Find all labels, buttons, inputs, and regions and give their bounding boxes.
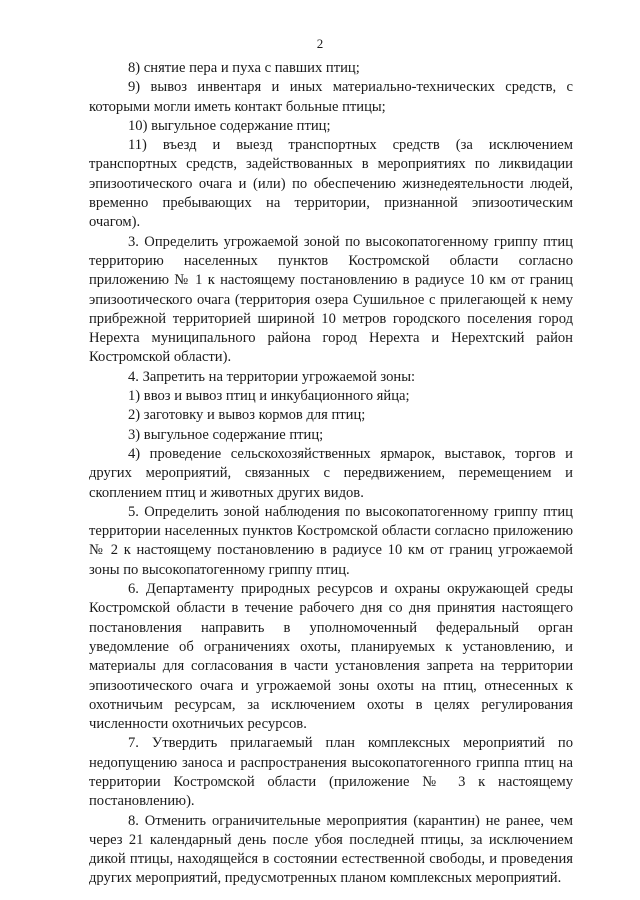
paragraph-section-3-threat-zone: 3. Определить угрожаемой зоной по высокопатогенному гриппу птиц территорию населенных пунктов Костромской области согласно приложению № 1 к настоящему постановлению в радиусе 10 км от границ эпизоотического очага (территория озера Сушильное с прилегающей к нему прибрежной территорией шириной 10 метров городского поселения город Нерехта муниципального района город Нерехта и Нерехтский район Костромской области). [89, 233, 573, 366]
paragraph-section-8-cancel: 8. Отменить ограничительные мероприятия (карантин) не ранее, чем через 21 календарный день после убоя последней птицы, за исключением дикой птицы, находящейся в состоянии естественной свободы, и проведения других мероприятий, предусмотренных планом комплексных мероприятий. [89, 812, 573, 887]
paragraph-item-4-fairs: 4) проведение сельскохозяйственных ярмарок, выставок, торгов и других мероприятий, связанных с передвижением, перемещением и скоплением птиц и животных других видов. [89, 445, 573, 501]
paragraph-section-7-plan: 7. Утвердить прилагаемый план комплексных мероприятий по недопущению заноса и распространения высокопатогенного гриппа птиц на территории Костромской области (приложение № 3 к настоящему постановлению). [89, 735, 573, 810]
paragraph-section-5-observation-zone: 5. Определить зоной наблюдения по высокопатогенному гриппу птиц территории населенных пунктов Костромской области согласно приложению № 2 к настоящему постановлению в радиусе 10 км от границ угрожаемой зоны по высокопатогенному гриппу птиц. [89, 503, 573, 578]
paragraph-item-9-equipment: 9) вывоз инвентаря и иных материально-технических средств, с которыми могли иметь контакт больные птицы; [89, 79, 573, 115]
paragraph-item-8-feathers: 8) снятие пера и пуха с павших птиц; [128, 60, 360, 76]
paragraph-item-1-import-export: 1) ввоз и вывоз птиц и инкубационного яйца; [128, 388, 410, 405]
paragraph-item-2-feed: 2) заготовку и вывоз кормов для птиц; [128, 407, 366, 424]
paragraph-item-11-vehicles: 11) въезд и выезд транспортных средств (за исключением транспортных средств, задействованных в мероприятиях по ликвидации эпизоотического очага и (или) по обеспечению жизнедеятельности людей, временно пребывающих на территории, признанной эпизоотическим очагом). [89, 137, 573, 231]
page-number: 2 [316, 36, 324, 51]
paragraph-item-3-free-range: 3) выгульное содержание птиц; [128, 426, 324, 443]
document-body [89, 59, 573, 889]
paragraph-section-4-prohibit: 4. Запретить на территории угрожаемой зоны: [128, 368, 416, 385]
paragraph-item-10-free-range: 10) выгульное содержание птиц; [128, 117, 331, 134]
paragraph-section-6-department: 6. Департаменту природных ресурсов и охраны окружающей среды Костромской области в течение рабочего дня со дня принятия настоящего постановления направить в уполномоченный федеральный орган уведомление об ограничениях охоты, планируемых к установлению, и материалы для согласования в части установления запрета на территории эпизоотического очага и угрожаемой зоны охоты на птиц, отнесенных к охотничьим ресурсам, за исключением охоты в целях регулирования численности охотничьих ресурсов. [89, 581, 573, 733]
